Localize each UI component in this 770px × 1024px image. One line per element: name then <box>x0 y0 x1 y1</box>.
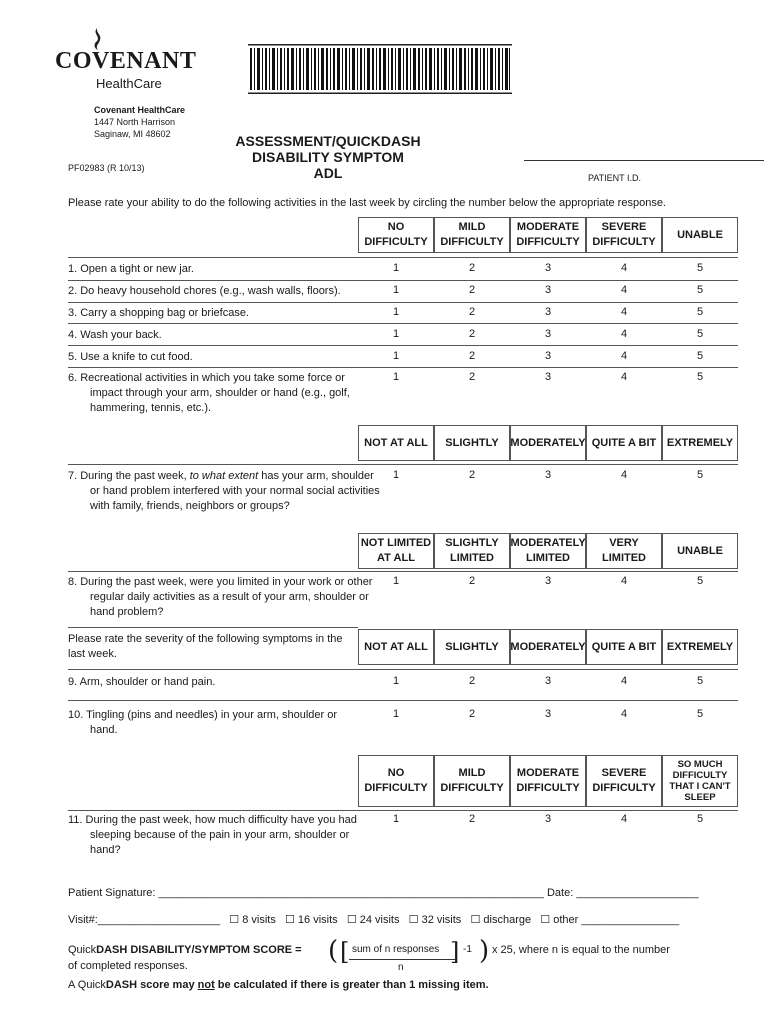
question-9: 9. Arm, shoulder or hand pain. <box>68 676 216 688</box>
patient-id-line <box>524 160 764 161</box>
row-divider <box>68 367 738 368</box>
question-7 <box>68 469 380 514</box>
question-2: 2. Do heavy household chores (e.g., wash walls, floors). <box>68 285 341 297</box>
answer-option[interactable]: 4 <box>620 675 628 687</box>
org-address-2: Saginaw, MI 48602 <box>94 129 171 139</box>
answer-option[interactable]: 3 <box>544 328 552 340</box>
open-paren-icon: ( <box>328 936 339 966</box>
answer-option[interactable]: 4 <box>620 328 628 340</box>
answer-option[interactable]: 4 <box>620 813 628 825</box>
score-formula-label <box>68 944 302 956</box>
question-1: 1. Open a tight or new jar. <box>68 263 194 275</box>
answer-option[interactable]: 5 <box>696 284 704 296</box>
col-cant-sleep: SO MUCH DIFFICULTY THAT I CAN'T SLEEP <box>662 755 738 807</box>
organization-address <box>94 104 185 140</box>
answer-option[interactable]: 1 <box>392 306 400 318</box>
answer-option[interactable]: 1 <box>392 328 400 340</box>
col-unable: UNABLE <box>662 217 738 253</box>
answer-option[interactable]: 3 <box>544 350 552 362</box>
answer-option[interactable]: 4 <box>620 575 628 587</box>
col-severe-difficulty: SEVERE DIFFICULTY <box>586 217 662 253</box>
answer-option[interactable]: 5 <box>696 675 704 687</box>
checkbox-discharge[interactable]: ☐ discharge <box>470 914 532 926</box>
row-divider <box>68 280 738 281</box>
row-divider <box>68 810 738 811</box>
question-11: 11. During the past week, how much difficulty have you had sleeping because of the pain in your arm, shoulder or hand? <box>68 814 357 856</box>
answer-option[interactable]: 5 <box>696 328 704 340</box>
question-7-part-a: 7. During the past week, <box>68 470 190 482</box>
answer-option[interactable]: 4 <box>620 284 628 296</box>
visit-number-field[interactable]: Visit#:____________________ <box>68 914 221 926</box>
close-paren-icon: ) <box>479 936 490 966</box>
row-divider <box>68 571 738 572</box>
checkbox-16-visits[interactable]: ☐ 16 visits <box>285 914 338 926</box>
answer-option[interactable]: 3 <box>544 371 552 383</box>
row-divider <box>68 257 738 258</box>
warning-a: A Quick <box>68 979 106 991</box>
answer-option[interactable]: 3 <box>544 708 552 720</box>
col-mild-difficulty: MILD DIFFICULTY <box>434 217 510 253</box>
answer-option[interactable]: 2 <box>468 328 476 340</box>
row-divider <box>68 302 738 303</box>
answer-option[interactable]: 1 <box>392 262 400 274</box>
formula-minus-one: -1 <box>463 944 472 955</box>
row-divider <box>68 345 738 346</box>
checkbox-8-visits[interactable]: ☐ 8 visits <box>229 914 276 926</box>
answer-option[interactable]: 5 <box>696 708 704 720</box>
org-name: Covenant HealthCare <box>94 105 186 115</box>
logo-wordmark: COVENANT <box>55 48 197 74</box>
col-very-limited: VERY LIMITED <box>586 533 662 569</box>
title-line-1: ASSESSMENT/QUICKDASH <box>235 133 421 149</box>
answer-option[interactable]: 4 <box>620 371 628 383</box>
logo-subtitle: HealthCare <box>96 76 162 91</box>
answer-option[interactable]: 5 <box>696 262 704 274</box>
formula-denominator: n <box>398 962 404 973</box>
answer-option[interactable]: 2 <box>468 469 476 481</box>
question-6: 6. Recreational activities in which you take some force or impact through your arm, shoulder or hand (e.g., golf, hammering, tennis, etc.). <box>68 372 350 414</box>
answer-option[interactable]: 1 <box>392 350 400 362</box>
answer-option[interactable]: 5 <box>696 306 704 318</box>
row-divider <box>68 669 738 670</box>
col-moderate-difficulty: MODERATE DIFFICULTY <box>510 217 586 253</box>
answer-option[interactable]: 1 <box>392 708 400 720</box>
question-5: 5. Use a knife to cut food. <box>68 351 193 363</box>
col-not-at-all: NOT AT ALL <box>358 629 434 665</box>
col-unable: UNABLE <box>662 533 738 569</box>
answer-option[interactable]: 1 <box>392 675 400 687</box>
answer-option[interactable]: 3 <box>544 306 552 318</box>
severity-prompt: Please rate the severity of the following symptoms in the last week. <box>68 633 343 660</box>
question-7-part-b: has your arm, shoulder or hand problem interfered with your normal social activities with family, friends, neighbors or groups? <box>90 470 380 512</box>
fraction-bar <box>349 959 455 960</box>
row-divider <box>68 323 738 324</box>
checkbox-24-visits[interactable]: ☐ 24 visits <box>346 914 400 926</box>
answer-option[interactable]: 2 <box>468 813 476 825</box>
col-slightly-limited: SLIGHTLY LIMITED <box>434 533 510 569</box>
answer-option[interactable]: 1 <box>392 575 400 587</box>
col-moderately-limited: MODERATELY LIMITED <box>510 533 586 569</box>
signature-date-line[interactable]: Patient Signature: _______________________________________________________________ Date: ____________________ <box>68 887 699 899</box>
visit-row <box>68 913 679 926</box>
checkbox-32-visits[interactable]: ☐ 32 visits <box>408 914 462 926</box>
answer-option[interactable]: 5 <box>696 350 704 362</box>
score-prefix-bold: DASH DISABILITY/SYMPTOM SCORE = <box>96 944 302 956</box>
question-3: 3. Carry a shopping bag or briefcase. <box>68 307 249 319</box>
col-quite-a-bit: QUITE A BIT <box>586 425 662 461</box>
answer-option[interactable]: 3 <box>544 469 552 481</box>
answer-option[interactable]: 1 <box>392 371 400 383</box>
answer-option[interactable]: 1 <box>392 813 400 825</box>
answer-option[interactable]: 2 <box>468 708 476 720</box>
col-moderate-difficulty: MODERATE DIFFICULTY <box>510 755 586 807</box>
score-prefix: Quick <box>68 944 97 956</box>
row-divider <box>68 700 738 701</box>
question-7-emphasis: to what extent <box>189 470 259 482</box>
answer-option[interactable]: 2 <box>468 306 476 318</box>
question-4: 4. Wash your back. <box>68 329 162 341</box>
col-moderately: MODERATELY <box>510 425 586 461</box>
barcode-image <box>248 44 512 94</box>
question-10: 10. Tingling (pins and needles) in your arm, shoulder or hand. <box>68 709 338 736</box>
answer-option[interactable]: 1 <box>392 284 400 296</box>
answer-option[interactable]: 1 <box>392 469 400 481</box>
answer-option[interactable]: 5 <box>696 371 704 383</box>
col-not-limited: NOT LIMITED AT ALL <box>358 533 434 569</box>
answer-option[interactable]: 4 <box>620 350 628 362</box>
col-slightly: SLIGHTLY <box>434 629 510 665</box>
col-moderately: MODERATELY <box>510 629 586 665</box>
warning-c: not <box>197 979 215 991</box>
question-8: 8. During the past week, were you limited in your work or other regular daily activities as a result of your arm, shoulder or hand problem? <box>68 576 373 618</box>
answer-option[interactable]: 4 <box>620 306 628 318</box>
row-divider <box>68 464 738 465</box>
answer-option[interactable]: 2 <box>468 675 476 687</box>
col-mild-difficulty: MILD DIFFICULTY <box>434 755 510 807</box>
answer-option[interactable]: 4 <box>620 708 628 720</box>
answer-option[interactable]: 5 <box>696 469 704 481</box>
answer-option[interactable]: 2 <box>468 284 476 296</box>
patient-id-label: PATIENT I.D. <box>588 173 642 183</box>
col-extremely: EXTREMELY <box>662 425 738 461</box>
formula-line-2: of completed responses. <box>68 960 188 972</box>
answer-option[interactable]: 3 <box>544 675 552 687</box>
title-line-3: ADL <box>313 165 343 181</box>
col-severe-difficulty: SEVERE DIFFICULTY <box>586 755 662 807</box>
org-address-1: 1447 North Harrison <box>94 117 176 127</box>
warning-d: be calculated if there is greater than 1 missing item. <box>214 979 489 991</box>
col-quite-a-bit: QUITE A BIT <box>586 629 662 665</box>
formula-multiplier: x 25, where n is equal to the number <box>492 944 670 956</box>
answer-option[interactable]: 5 <box>696 575 704 587</box>
row-divider <box>68 627 358 628</box>
answer-option[interactable]: 3 <box>544 575 552 587</box>
instructions: Please rate your ability to do the following activities in the last week by circling the number below the appropriate response. <box>68 197 666 209</box>
missing-item-warning <box>68 979 489 991</box>
col-extremely: EXTREMELY <box>662 629 738 665</box>
answer-option[interactable]: 5 <box>696 813 704 825</box>
form-number: PF02983 (R 10/13) <box>68 163 145 173</box>
form-title <box>222 133 434 181</box>
close-bracket-icon: ] <box>450 938 460 966</box>
answer-option[interactable]: 4 <box>620 469 628 481</box>
formula-numerator: sum of n responses <box>352 944 440 955</box>
warning-b: DASH score may <box>105 979 198 991</box>
checkbox-other[interactable]: ☐ other ________________ <box>540 914 680 926</box>
answer-option[interactable]: 3 <box>544 284 552 296</box>
open-bracket-icon: [ <box>340 938 350 966</box>
flame-logo-icon <box>90 28 104 50</box>
answer-option[interactable]: 2 <box>468 575 476 587</box>
col-no-difficulty: NO DIFFICULTY <box>358 217 434 253</box>
title-line-2: DISABILITY SYMPTOM <box>252 149 404 165</box>
answer-option[interactable]: 2 <box>468 262 476 274</box>
answer-option[interactable]: 3 <box>544 262 552 274</box>
answer-option[interactable]: 2 <box>468 350 476 362</box>
col-no-difficulty: NO DIFFICULTY <box>358 755 434 807</box>
col-slightly: SLIGHTLY <box>434 425 510 461</box>
answer-option[interactable]: 4 <box>620 262 628 274</box>
answer-option[interactable]: 3 <box>544 813 552 825</box>
col-not-at-all: NOT AT ALL <box>358 425 434 461</box>
answer-option[interactable]: 2 <box>468 371 476 383</box>
